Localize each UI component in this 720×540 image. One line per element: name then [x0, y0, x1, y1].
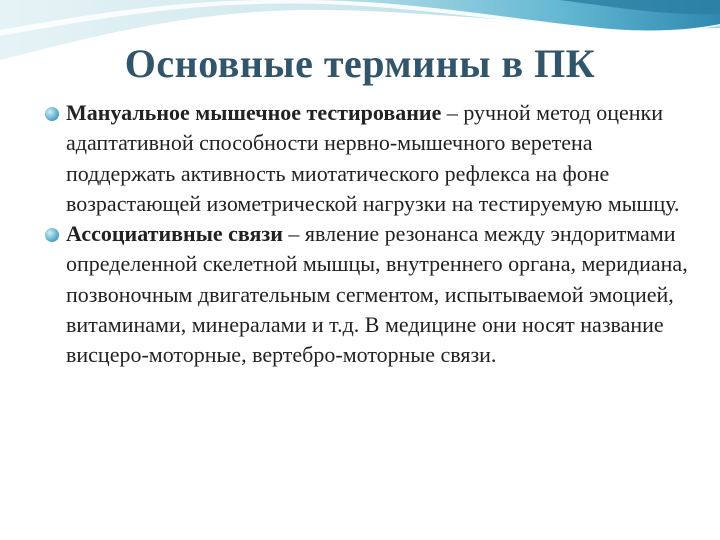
- bullet-icon: [45, 228, 59, 242]
- bullet-list: [40, 98, 705, 371]
- term-label: Мануальное мышечное тестирование: [66, 100, 442, 125]
- term-definition: – явление резонанса между эндоритмами определенной скелетной мышцы, внутреннего органа, меридиана, позвоночным двигательным сегментом, испытываемой эмоцией, витаминами, минералами и т.д. В медицине они носят название висцеро-моторные, вертебро-моторные связи.: [66, 221, 688, 368]
- bullet-icon: [45, 107, 59, 121]
- term-label: Ассоциативные связи: [66, 221, 283, 247]
- list-item: [40, 219, 705, 370]
- list-item: [40, 98, 705, 219]
- slide-title: Основные термины в ПК: [124, 41, 596, 86]
- term-definition: – ручной метод оценки адаптативной способности нервно-мышечного веретена поддержать активность миотатического рефлекса на фоне возрастающей изометрической нагрузки на тестируемую мышцу.: [66, 100, 680, 216]
